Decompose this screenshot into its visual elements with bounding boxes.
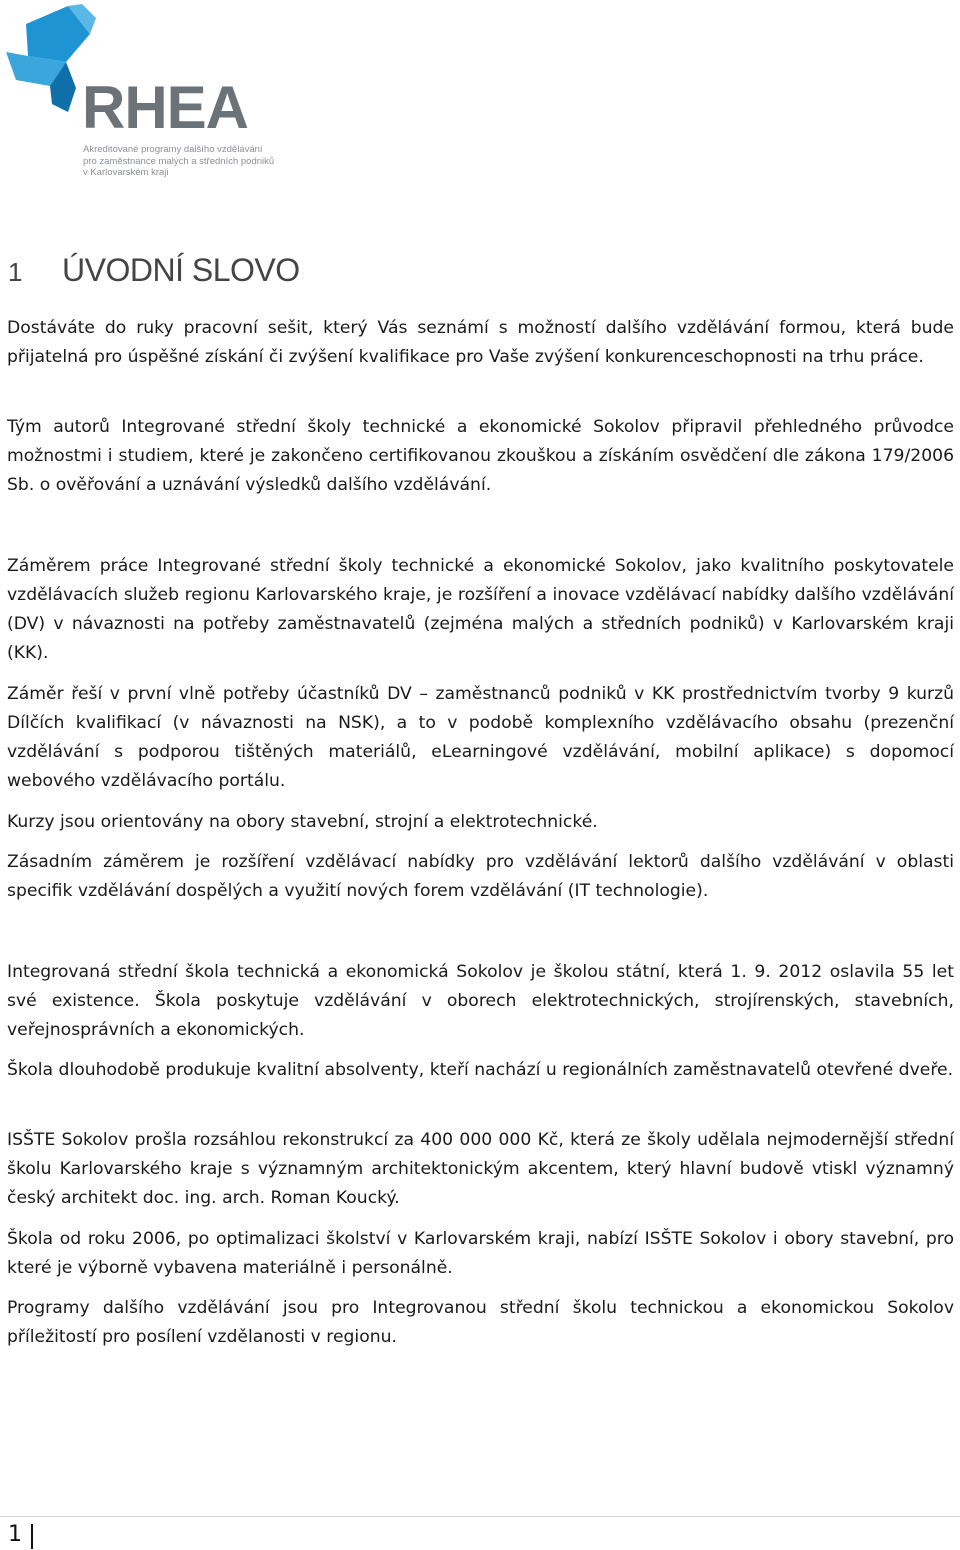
paragraph-block bbox=[7, 314, 954, 372]
logo-wordmark: RHEA bbox=[82, 74, 249, 141]
paragraph-school: Integrovaná střední škola technická a ekonomická Sokolov je školou státní, která 1. 9. 2012 oslavila 55 let své existence. Škola poskytuje vzdělávání v oborech elektrotechnických, strojírenských, stavebních, veřejnosprávních a ekonomických. bbox=[7, 962, 954, 1040]
paragraph-block bbox=[7, 1056, 954, 1085]
paragraph-block bbox=[7, 1126, 954, 1213]
paragraph-reconstruction: ISŠTE Sokolov prošla rozsáhlou rekonstrukcí za 400 000 000 Kč, která ze školy udělala nejmodernější střední školu Karlovarského kraje s významným architektonickým akcentem, který hlavní budově vtiskl významný český architekt doc. ing. arch. Roman Koucký. bbox=[7, 1130, 954, 1208]
paragraph-graduates: Škola dlouhodobě produkuje kvalitní absolventy, kteří nachází u regionálních zaměstnavatelů otevřené dveře. bbox=[7, 1060, 954, 1080]
section-title: ÚVODNÍ SLOVO bbox=[62, 252, 300, 288]
paragraph-authors: Tým autorů Integrované střední školy technické a ekonomické Sokolov připravil přehledného průvodce možnostmi i studiem, které je zakončeno certifikovanou zkouškou a získáním osvědčení dle zákona 179/2006 Sb. o ověřování a uznávání výsledků dalšího vzdělávání. bbox=[7, 417, 954, 495]
paragraph-block bbox=[7, 958, 954, 1045]
rhea-logo bbox=[6, 4, 275, 184]
paragraph-block bbox=[7, 848, 954, 906]
paragraph-block bbox=[7, 1225, 954, 1283]
paragraph-intent: Záměrem práce Integrované střední školy technické a ekonomické Sokolov, jako kvalitního poskytovatele vzdělávacích služeb regionu Karlovarského kraje, je rozšíření a inovace vzdělávací nabídky dalšího vzdělávání (DV) v návaznosti na potřeby zaměstnavatelů (zejména malých a středních podniků) v Karlovarském kraji (KK). bbox=[7, 556, 954, 663]
footer-divider bbox=[0, 1516, 960, 1517]
logo-subtitle-line: v Karlovarském kraji bbox=[83, 167, 169, 178]
paragraph-fields: Kurzy jsou orientovány na obory stavební, strojní a elektrotechnické. bbox=[7, 812, 598, 832]
logo-subtitle bbox=[83, 144, 283, 179]
paragraph-block bbox=[7, 413, 954, 500]
paragraph-block bbox=[7, 808, 954, 837]
page-number-bar bbox=[31, 1524, 33, 1549]
paragraph-block bbox=[7, 1294, 954, 1352]
paragraph-block bbox=[7, 552, 954, 668]
section-heading bbox=[8, 252, 300, 289]
paragraph-block bbox=[7, 680, 954, 796]
paragraph-lecturers: Zásadním záměrem je rozšíření vzdělávací nabídky pro vzdělávání lektorů dalšího vzdělávání v oblasti specifik vzdělávání dospělých a využití nových forem vzdělávání (IT technologie). bbox=[7, 852, 954, 901]
logo-subtitle-line: pro zaměstnance malých a středních podniků bbox=[83, 155, 275, 167]
paragraph-programs: Programy dalšího vzdělávání jsou pro Integrovanou střední školu technickou a ekonomickou Sokolov příležitostí pro posílení vzdělanosti v regionu. bbox=[7, 1298, 954, 1347]
logo-subtitle-line: Akreditované programy dalšího vzdělávání bbox=[83, 144, 263, 155]
paragraph-since-2006: Škola od roku 2006, po optimalizaci školství v Karlovarském kraji, nabízí ISŠTE Sokolov i obory stavební, pro které je výborně vybavena materiálně i personálně. bbox=[7, 1229, 954, 1278]
page-number: 1 bbox=[8, 1522, 22, 1547]
paragraph-courses: Záměr řeší v první vlně potřeby účastníků DV – zaměstnanců podniků v KK prostřednictvím tvorby 9 kurzů Dílčích kvalifikací (v návaznosti na NSK), a to v podobě komplexního vzdělávacího obsahu (prezenční vzdělávání s podporou tištěných materiálů, eLearningové vzdělávání, mobilní aplikace) s dopomocí webového vzdělávacího portálu. bbox=[7, 684, 954, 791]
section-number: 1 bbox=[8, 257, 22, 287]
paragraph-intro: Dostáváte do ruky pracovní sešit, který Vás seznámí s možností dalšího vzdělávání formou, která bude přijatelná pro úspěšné získání či zvýšení kvalifikace pro Vaše zvýšení konkurenceschopnosti na trhu práce. bbox=[7, 318, 954, 367]
